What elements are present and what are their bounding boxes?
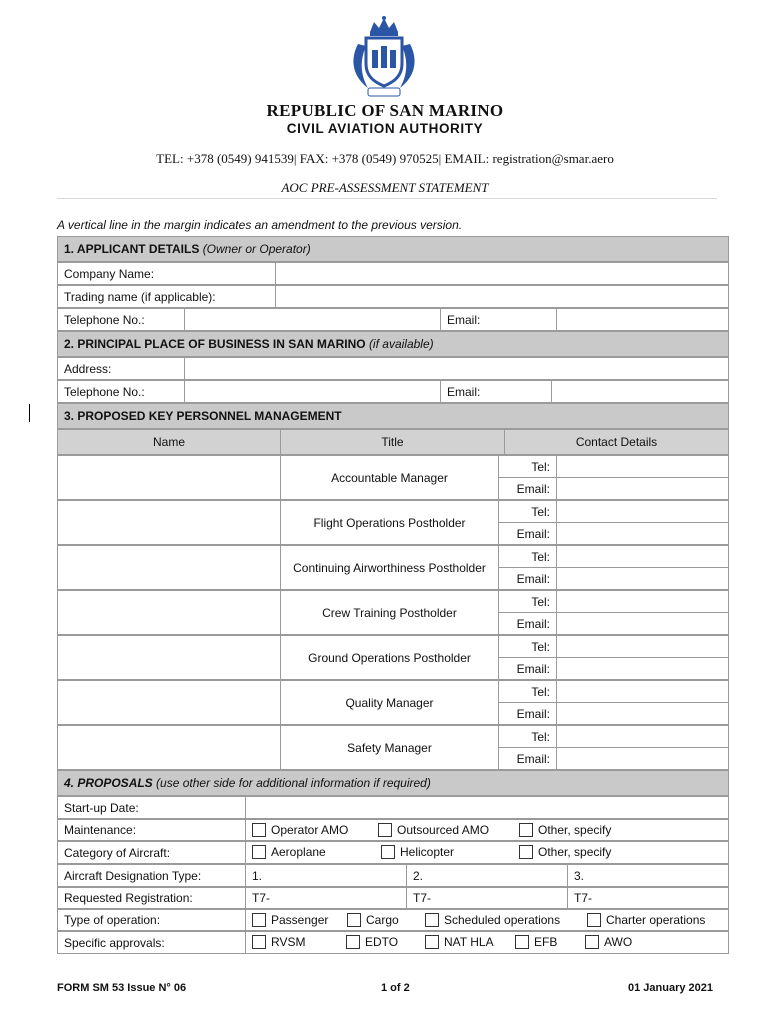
operation-type-label: Type of operation: — [57, 909, 246, 931]
option-label: Other, specify — [538, 845, 612, 859]
email-label: Email: — [498, 702, 557, 725]
designation-slot-1[interactable]: 1. — [245, 864, 407, 887]
approval-rvsm-option[interactable] — [252, 932, 305, 952]
designation-slot-2[interactable]: 2. — [406, 864, 568, 887]
email-label: Email: — [498, 477, 557, 500]
address-field[interactable] — [184, 357, 729, 380]
personnel-tel-field[interactable] — [556, 725, 729, 748]
maint-other-option[interactable] — [519, 820, 611, 840]
checkbox[interactable] — [347, 913, 361, 927]
checkbox[interactable] — [252, 913, 266, 927]
checkbox[interactable] — [378, 823, 392, 837]
designation-slot-3[interactable]: 3. — [567, 864, 729, 887]
personnel-name-field[interactable] — [57, 455, 281, 500]
personnel-email-field[interactable] — [556, 702, 729, 725]
checkbox[interactable] — [252, 935, 266, 949]
tel-label: Tel: — [498, 725, 557, 748]
option-label: Outsourced AMO — [397, 823, 490, 837]
s2-telephone-field[interactable] — [184, 380, 441, 403]
tel-label: Tel: — [498, 500, 557, 523]
personnel-title: Flight Operations Postholder — [280, 500, 499, 545]
checkbox[interactable] — [381, 845, 395, 859]
email-label: Email: — [498, 747, 557, 770]
personnel-tel-field[interactable] — [556, 590, 729, 613]
personnel-tel-field[interactable] — [556, 455, 729, 478]
op-passenger-option[interactable] — [252, 910, 328, 930]
option-label: Other, specify — [538, 823, 612, 837]
approval-nat-hla-option[interactable] — [425, 932, 494, 952]
approvals-label: Specific approvals: — [57, 931, 246, 954]
republic-title: REPUBLIC OF SAN MARINO — [266, 101, 504, 120]
option-label: Scheduled operations — [444, 913, 561, 927]
section4-heading — [57, 770, 729, 796]
checkbox[interactable] — [585, 935, 599, 949]
registration-slot-3[interactable]: T7- — [567, 887, 729, 909]
personnel-title: Crew Training Postholder — [280, 590, 499, 635]
maint-operator-amo-option[interactable] — [252, 820, 348, 840]
col-header-contact: Contact Details — [504, 429, 729, 455]
section2-heading-note: (if available) — [368, 337, 434, 351]
authority-title: CIVIL AVIATION AUTHORITY — [286, 121, 484, 136]
republic-crest-logo — [348, 14, 420, 100]
personnel-email-field[interactable] — [556, 612, 729, 635]
s1-telephone-field[interactable] — [184, 308, 441, 331]
personnel-email-field[interactable] — [556, 657, 729, 680]
personnel-name-field[interactable] — [57, 590, 281, 635]
approval-awo-option[interactable] — [585, 932, 632, 952]
option-label: NAT HLA — [444, 935, 494, 949]
personnel-name-field[interactable] — [57, 635, 281, 680]
s1-email-field[interactable] — [556, 308, 729, 331]
option-label: Passenger — [271, 913, 329, 927]
address-label: Address: — [57, 357, 185, 380]
op-scheduled-option[interactable] — [425, 910, 560, 930]
tel-label: Tel: — [498, 545, 557, 568]
registration-slot-2[interactable]: T7- — [406, 887, 568, 909]
personnel-email-field[interactable] — [556, 522, 729, 545]
s1-telephone-label: Telephone No.: — [57, 308, 185, 331]
footer-form-id: FORM SM 53 Issue N° 06 — [57, 982, 187, 994]
personnel-email-field[interactable] — [556, 567, 729, 590]
checkbox[interactable] — [252, 823, 266, 837]
section2-heading-text: 2. PRINCIPAL PLACE OF BUSINESS IN SAN MARINO — [64, 337, 366, 351]
personnel-title: Accountable Manager — [280, 455, 499, 500]
category-label: Category of Aircraft: — [57, 841, 246, 864]
personnel-email-field[interactable] — [556, 747, 729, 770]
s2-telephone-label: Telephone No.: — [57, 380, 185, 403]
checkbox[interactable] — [425, 935, 439, 949]
tel-label: Tel: — [498, 455, 557, 478]
op-cargo-option[interactable] — [347, 910, 399, 930]
op-charter-option[interactable] — [587, 910, 705, 930]
section1-heading-text: 1. APPLICANT DETAILS — [64, 242, 200, 256]
option-label: RVSM — [271, 935, 306, 949]
personnel-title: Quality Manager — [280, 680, 499, 725]
contact-line: TEL: +378 (0549) 941539| FAX: +378 (0549) 970525| EMAIL: registration@smar.aero — [156, 151, 614, 166]
checkbox[interactable] — [515, 935, 529, 949]
footer-date: 01 January 2021 — [628, 982, 714, 994]
section1-heading — [57, 236, 729, 262]
section2-heading — [57, 331, 729, 357]
personnel-title: Safety Manager — [280, 725, 499, 770]
startup-date-field[interactable] — [245, 796, 729, 819]
personnel-name-field[interactable] — [57, 725, 281, 770]
option-label: Aeroplane — [271, 845, 326, 859]
option-label: Charter operations — [606, 913, 706, 927]
personnel-name-field[interactable] — [57, 680, 281, 725]
email-label: Email: — [498, 567, 557, 590]
s2-email-field[interactable] — [551, 380, 729, 403]
s2-email-label: Email: — [440, 380, 552, 403]
option-label: Cargo — [366, 913, 399, 927]
registration-label: Requested Registration: — [57, 887, 246, 909]
section1-heading-note: (Owner or Operator) — [202, 242, 311, 256]
maint-outsourced-amo-option[interactable] — [378, 820, 489, 840]
tel-label: Tel: — [498, 680, 557, 703]
checkbox[interactable] — [252, 845, 266, 859]
option-label: Helicopter — [400, 845, 455, 859]
personnel-email-field[interactable] — [556, 477, 729, 500]
footer-page-number: 1 of 2 — [381, 982, 410, 994]
personnel-tel-field[interactable] — [556, 680, 729, 703]
startup-date-label: Start-up Date: — [57, 796, 246, 819]
checkbox[interactable] — [519, 823, 533, 837]
checkbox[interactable] — [587, 913, 601, 927]
option-label: EFB — [534, 935, 558, 949]
trading-name-field[interactable] — [275, 285, 729, 308]
checkbox[interactable] — [425, 913, 439, 927]
checkbox[interactable] — [519, 845, 533, 859]
personnel-title: Continuing Airworthiness Postholder — [280, 545, 499, 590]
tel-label: Tel: — [498, 635, 557, 658]
email-label: Email: — [498, 657, 557, 680]
amendment-margin-line — [29, 404, 30, 422]
option-label: AWO — [604, 935, 633, 949]
checkbox[interactable] — [346, 935, 360, 949]
personnel-name-field[interactable] — [57, 545, 281, 590]
email-label: Email: — [498, 612, 557, 635]
email-label: Email: — [498, 522, 557, 545]
amendment-note: A vertical line in the margin indicates an amendment to the previous version. — [57, 218, 463, 232]
personnel-tel-field[interactable] — [556, 500, 729, 523]
personnel-title: Ground Operations Postholder — [280, 635, 499, 680]
maintenance-label: Maintenance: — [57, 819, 246, 841]
category-other-option[interactable] — [519, 842, 611, 862]
section4-heading-note: (use other side for additional information if required) — [156, 776, 431, 790]
personnel-tel-field[interactable] — [556, 635, 729, 658]
col-header-title: Title — [280, 429, 505, 455]
header-divider — [57, 198, 717, 199]
col-header-name: Name — [57, 429, 281, 455]
personnel-name-field[interactable] — [57, 500, 281, 545]
approval-edto-option[interactable] — [346, 932, 398, 952]
tel-label: Tel: — [498, 590, 557, 613]
trading-name-label: Trading name (if applicable): — [57, 285, 276, 308]
company-name-field[interactable] — [275, 262, 729, 285]
option-label: EDTO — [365, 935, 399, 949]
section3-heading: 3. PROPOSED KEY PERSONNEL MANAGEMENT — [57, 403, 729, 429]
approval-efb-option[interactable] — [515, 932, 557, 952]
section4-heading-text: 4. PROPOSALS — [64, 776, 153, 790]
personnel-tel-field[interactable] — [556, 545, 729, 568]
option-label: Operator AMO — [271, 823, 349, 837]
company-name-label: Company Name: — [57, 262, 276, 285]
category-aeroplane-option[interactable] — [252, 842, 326, 862]
s1-email-label: Email: — [440, 308, 557, 331]
registration-slot-1[interactable]: T7- — [245, 887, 407, 909]
document-title: AOC PRE-ASSESSMENT STATEMENT — [281, 180, 489, 195]
category-helicopter-option[interactable] — [381, 842, 454, 862]
designation-label: Aircraft Designation Type: — [57, 864, 246, 887]
